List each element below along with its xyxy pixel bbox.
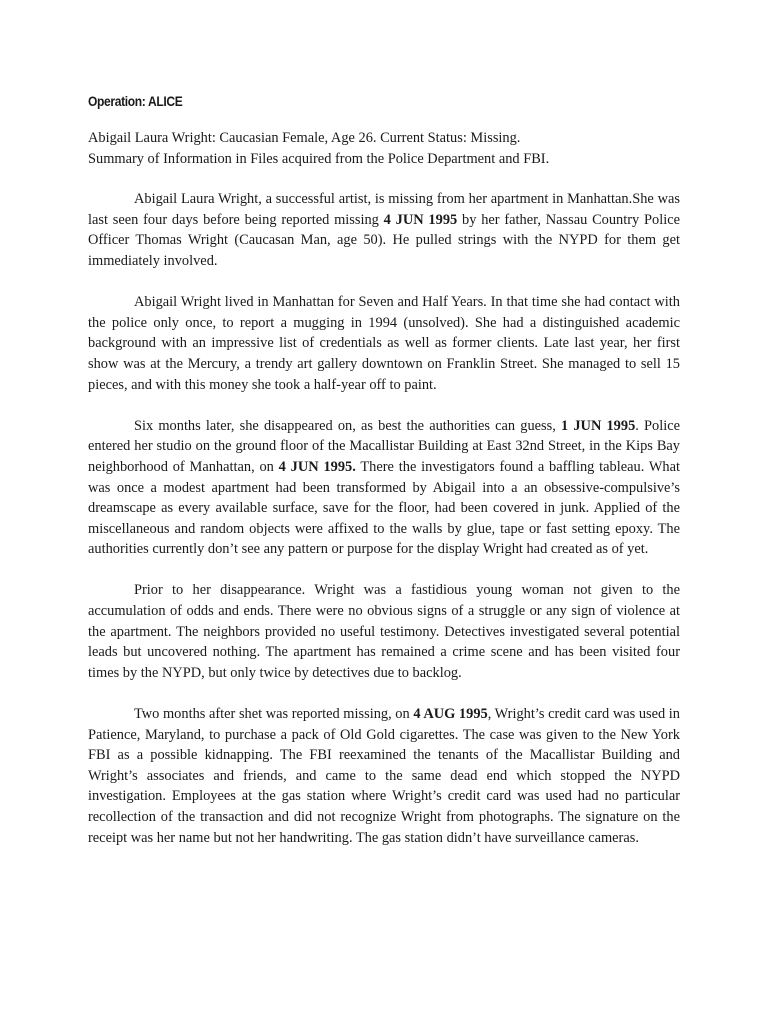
- paragraph-text: There the investigators found a baffling tableau. What was once a modest apartment had been transformed by Abigail into a an obsessive-compulsive’s dreamscape as every available surface, save for the floor, had been covered in junk. Applied of the miscellaneous and random objects were affixed to the walls by glue, tape or fast setting epoxy. The authorities currently don’t see any pattern or purpose for the display Wright had created as of yet.: [88, 458, 681, 558]
- paragraph-1: [88, 189, 680, 271]
- bold-date: 4 JUN 1995.: [278, 458, 356, 475]
- paragraph-text: Abigail Laura Wright, a successful artist, is missing from her apartment in Manhattan.She was last seen four days before being reported missing: [88, 191, 680, 228]
- paragraph-text: Prior to her disappearance. Wright was a fastidious young woman not given to the accumulation of odds and ends. There were no obvious signs of a struggle or any sign of violence at the apartment. The neighbors provided no useful testimony. Detectives investigated several potential leads but uncovered nothing. The apartment has remained a crime scene and has been visited four times by the NYPD, but only twice by detectives due to backlog.: [88, 582, 680, 681]
- paragraph-text: . Police entered her studio on the ground floor of the Macallistar Building at East 32nd Street, in the Kips Bay neighborhood of Manhattan, on: [88, 417, 681, 475]
- paragraph-text: , Wright’s credit card was used in Patience, Maryland, to purchase a pack of Old Gold cigarettes. The case was given to the New York FBI as a possible kidnapping. The FBI reexamined the tenants of the Macallistar Building and Wright’s associates and friends, and came to the same dead end which stopped the NYPD investigation. Employees at the gas station where Wright’s credit card was used had no particular recollection of the transaction and did not recognize Wright from photographs. The signature on the receipt was her name but not her handwriting. The gas station didn’t have surveillance cameras.: [88, 706, 681, 846]
- bold-date: 4 JUN 1995: [383, 211, 458, 228]
- paragraph-5: [88, 704, 680, 848]
- paragraph-text: by her father, Nassau Country Police Officer Thomas Wright (Caucasan Man, age 50). He pulled strings with the NYPD for them get immediately involved.: [88, 211, 680, 269]
- document-title: Operation: ALICE: [88, 93, 183, 109]
- subject-block: [88, 128, 680, 169]
- document-body: [88, 189, 680, 848]
- bold-date: 4 AUG 1995: [413, 706, 488, 723]
- document-page: [88, 90, 680, 848]
- summary-line: Summary of Information in Files acquired from the Police Department and FBI.: [88, 150, 550, 167]
- paragraph-3: [88, 416, 680, 560]
- paragraph-2: [88, 292, 680, 395]
- bold-date: 1 JUN 1995: [561, 417, 636, 434]
- paragraph-text: Two months after shet was reported missing, on: [134, 706, 414, 723]
- paragraph-4: [88, 580, 680, 683]
- paragraph-text: Six months later, she disappeared on, as best the authorities can guess,: [134, 417, 561, 434]
- paragraph-text: Abigail Wright lived in Manhattan for Seven and Half Years. In that time she had contact with the police only once, to report a mugging in 1994 (unsolved). She had a distinguished academic background with an impressive list of credentials as well as former clients. Late last year, her first show was at the Mercury, a trendy art gallery downtown on Franklin Street. She managed to sell 15 pieces, and with this money she took a half-year off to paint.: [88, 294, 680, 393]
- subject-line: Abigail Laura Wright: Caucasian Female, Age 26. Current Status: Missing.: [88, 130, 521, 146]
